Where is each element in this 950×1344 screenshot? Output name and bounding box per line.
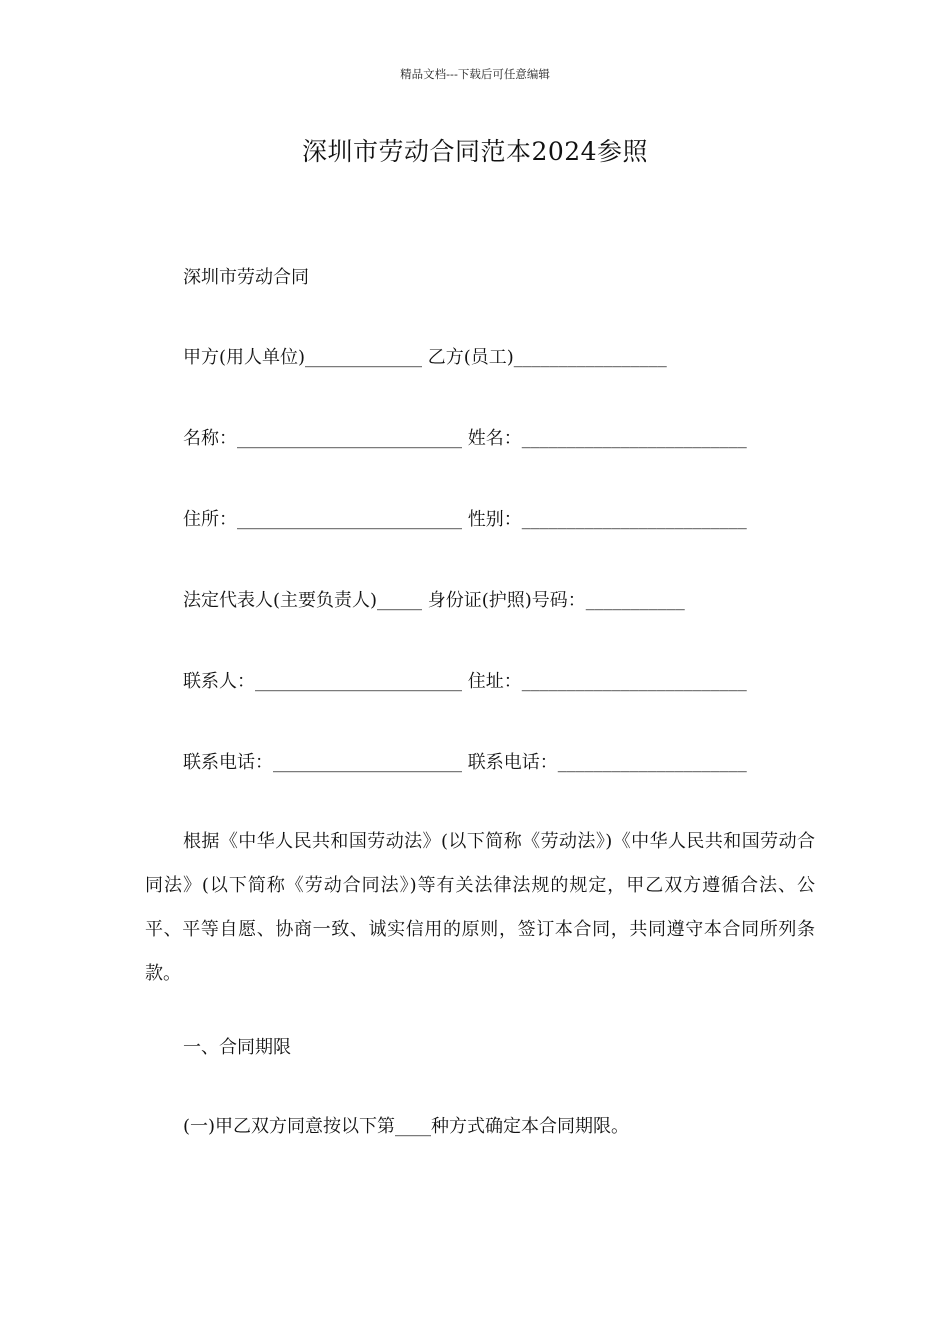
phone-line: 联系电话：_____________________ 联系电话：_____________________ <box>183 752 747 773</box>
legal-representative-line: 法定代表人(主要负责人)_____ 身份证(护照)号码：___________ <box>183 590 685 611</box>
clause-1: (一)甲乙双方同意按以下第____种方式确定本合同期限。 <box>183 1116 630 1137</box>
contract-subtitle: 深圳市劳动合同 <box>183 267 309 288</box>
address-line: 住所：_________________________ 性别：_________________________ <box>183 509 747 530</box>
party-line: 甲方(用人单位)_____________ 乙方(员工)_________________ <box>183 347 667 368</box>
name-line: 名称：_________________________ 姓名：_________________________ <box>183 428 747 449</box>
document-title: 深圳市劳动合同范本2024参照 <box>301 137 649 166</box>
contact-person-line: 联系人：_______________________ 住址：_________________________ <box>183 671 747 692</box>
section-heading-contract-term: 一、合同期限 <box>183 1037 291 1058</box>
intro-paragraph: 根据《中华人民共和国劳动法》(以下简称《劳动法》)《中华人民共和国劳动合同法》(以下简称《劳动合同法》)等有关法律法规的规定，甲乙双方遵循合法、公平、平等自愿、协商一致、诚实信用的原则，签订本合同，共同遵守本合同所列条款。 <box>145 831 815 984</box>
page-header-note: 精品文档---下载后可任意编辑 <box>400 67 550 81</box>
